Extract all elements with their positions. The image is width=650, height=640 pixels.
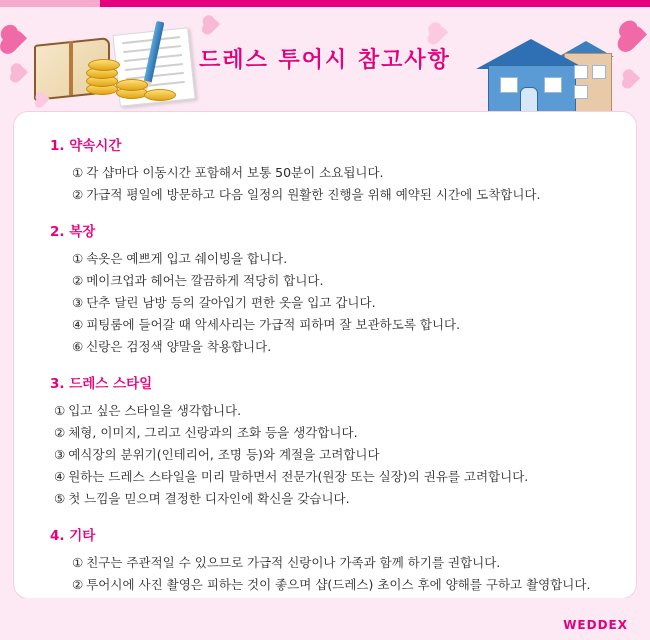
heart-icon — [430, 24, 448, 42]
list-item-text: 체형, 이미지, 그리고 신랑과의 조화 등을 생각합니다. — [68, 425, 358, 440]
list-item — [54, 466, 618, 488]
list-item-marker: ① — [54, 403, 66, 418]
house-window-icon — [574, 85, 588, 99]
section-title-3: 3. 드레스 스타일 — [50, 376, 153, 392]
top-color-strip — [0, 0, 650, 7]
list-item-text: 원하는 드레스 스타일을 미리 말하면서 전문가(원장 또는 실장)의 권유를 고려합니다. — [68, 469, 529, 484]
list-item — [72, 552, 618, 574]
list-item — [72, 292, 618, 314]
content-body — [14, 112, 636, 598]
list-item-marker: ② — [72, 273, 84, 288]
list-item-marker: ② — [72, 187, 84, 202]
section-list-3 — [36, 400, 618, 510]
list-item — [72, 162, 618, 184]
list-item-text: 속옷은 예쁘게 입고 쉐이빙을 합니다. — [86, 251, 288, 266]
list-item-marker: ③ — [54, 447, 66, 462]
list-item-marker: ⑥ — [72, 339, 84, 354]
list-item-marker: ① — [72, 165, 84, 180]
list-item — [72, 248, 618, 270]
house-illustration — [458, 23, 628, 115]
list-item-marker: ④ — [72, 317, 84, 332]
top-strip-magenta — [100, 0, 650, 7]
page-title: 드레스 투어시 참고사항 — [199, 48, 451, 73]
section-list-2 — [36, 248, 618, 358]
content-card — [14, 112, 636, 598]
list-item-text: 단추 달린 남방 등의 갈아입기 편한 옷을 입고 갑니다. — [86, 295, 376, 310]
list-item-text: 각 샵마다 이동시간 포함해서 보통 50분이 소요됩니다. — [86, 165, 384, 180]
list-item-marker: ① — [72, 251, 84, 266]
list-item-text: 신랑은 검정색 양말을 착용합니다. — [86, 339, 272, 354]
list-item-marker: ⑤ — [54, 491, 66, 506]
list-item — [72, 336, 618, 358]
brand-logo: WEDDEX — [563, 618, 628, 632]
list-item-text: 투어시에 사진 촬영은 피하는 것이 좋으며 샵(드레스) 초이스 후에 양해를 구하고 촬영합니다. — [86, 577, 591, 592]
section-title-2: 2. 복장 — [50, 224, 96, 240]
list-item-marker: ③ — [72, 295, 84, 310]
list-item-marker: ① — [72, 555, 84, 570]
house-door-icon — [520, 87, 538, 113]
list-item-text: 메이크업과 헤어는 깔끔하게 적당히 합니다. — [86, 273, 324, 288]
section-list-4 — [36, 552, 618, 596]
list-item-text: 첫 느낌을 믿으며 결정한 디자인에 확신을 갖습니다. — [68, 491, 350, 506]
list-item-text: 가급적 평일에 방문하고 다음 일정의 원활한 진행을 위해 예약된 시간에 도착합니다. — [86, 187, 541, 202]
house-window-icon — [574, 65, 588, 79]
list-item — [72, 574, 618, 596]
list-item-marker: ④ — [54, 469, 66, 484]
list-item-text: 친구는 주관적일 수 있으므로 가급적 신랑이나 가족과 함께 하기를 권합니다. — [86, 555, 501, 570]
list-item — [72, 270, 618, 292]
list-item — [72, 184, 618, 206]
list-item-text: 입고 싶은 스타일을 생각합니다. — [68, 403, 242, 418]
list-item — [54, 422, 618, 444]
list-item — [72, 314, 618, 336]
page-header — [0, 7, 650, 115]
section-list-1 — [36, 162, 618, 206]
list-item-text: 예식장의 분위기(인테리어, 조명 등)와 계절을 고려합니다 — [68, 447, 380, 462]
list-item-marker: ② — [54, 425, 66, 440]
house-window-icon — [500, 77, 518, 93]
list-item — [54, 488, 618, 510]
list-item-marker: ② — [72, 577, 84, 592]
heart-icon — [204, 16, 220, 32]
house-window-icon — [544, 77, 562, 93]
list-item — [54, 400, 618, 422]
page-footer — [0, 598, 650, 640]
coins-icon — [116, 79, 148, 91]
section-title-4: 4. 기타 — [50, 528, 96, 544]
top-strip-light — [0, 0, 100, 7]
list-item-text: 피팅룸에 들어갈 때 악세사리는 가급적 피하며 잘 보관하도록 합니다. — [86, 317, 461, 332]
list-item — [54, 444, 618, 466]
house-window-icon — [592, 65, 606, 79]
section-title-1: 1. 약속시간 — [50, 138, 122, 154]
coins-icon — [144, 89, 176, 101]
